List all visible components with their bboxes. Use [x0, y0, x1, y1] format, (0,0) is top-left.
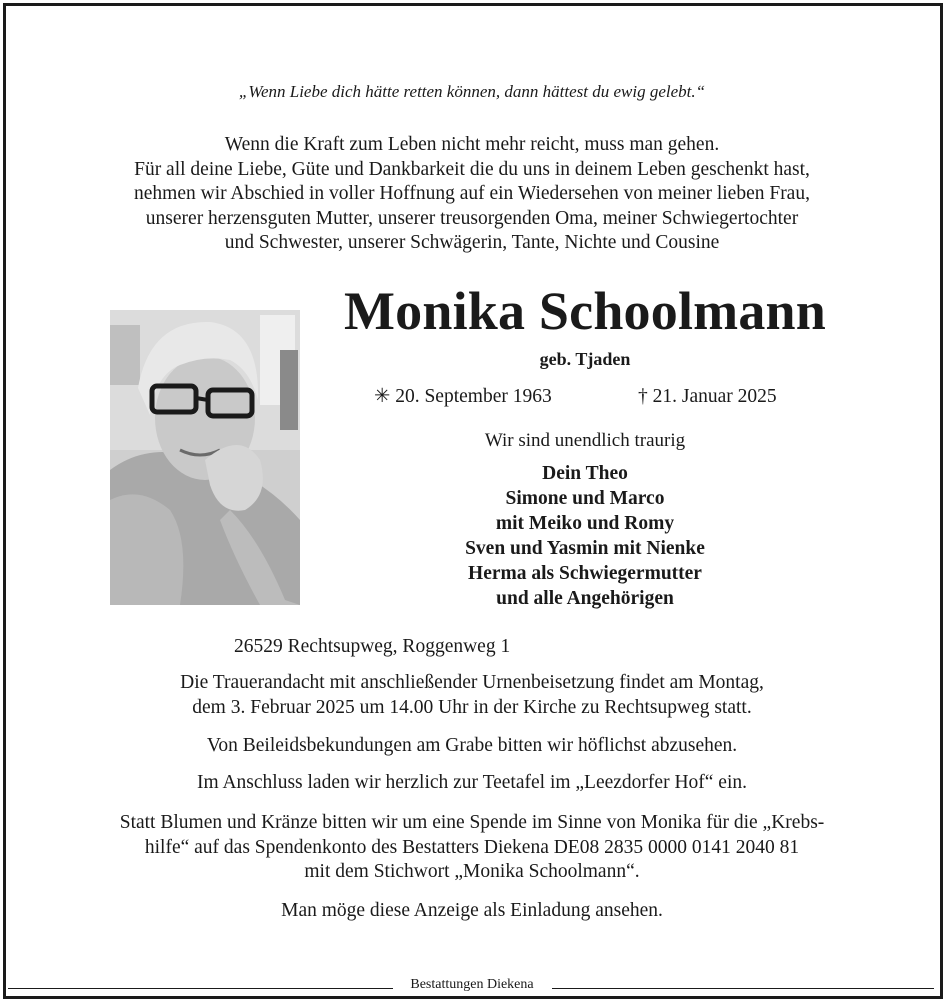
footer	[0, 975, 944, 995]
service-line: Die Trauerandacht mit anschließender Urnenbeisetzung findet am Montag,	[180, 672, 764, 693]
mourner-name: und alle Angehörigen	[496, 588, 674, 609]
mourner-name: mit Meiko und Romy	[495, 513, 675, 534]
mourner-name: Simone und Marco	[505, 488, 665, 509]
donation-notice	[0, 811, 944, 885]
condolence-notice: Von Beileidsbekundungen am Grabe bitten wir höflichst abzusehen.	[206, 735, 738, 756]
mourner-name: Dein Theo	[542, 463, 628, 484]
intro-text	[0, 133, 944, 256]
donation-line: Statt Blumen und Kränze bitten wir um eine Spende im Sinne von Monika für die „Krebs-	[119, 812, 825, 833]
service-notice	[0, 671, 944, 720]
service-line: dem 3. Februar 2025 um 14.00 Uhr in der Kirche zu Rechtsupweg statt.	[192, 696, 752, 718]
intro-line: Wenn die Kraft zum Leben nicht mehr reicht, muss man gehen.	[224, 134, 720, 155]
mourner-name: Herma als Schwiegermutter	[468, 563, 702, 584]
mourners-lead: Wir sind unendlich traurig	[484, 430, 686, 451]
tea-notice: Im Anschluss laden wir herzlich zur Teetafel im „Leezdorfer Hof“ ein.	[197, 772, 747, 793]
birth-date: ✳ 20. September 1963	[374, 386, 552, 407]
intro-line: unserer herzensguten Mutter, unserer treusorgenden Oma, meiner Schwiegertochter	[145, 207, 799, 229]
intro-line: nehmen wir Abschied in voller Hoffnung auf ein Wiedersehen von meiner lieben Frau,	[134, 183, 810, 204]
mourner-name: Sven und Yasmin mit Nienke	[465, 538, 705, 559]
donation-line: mit dem Stichwort „Monika Schoolmann“.	[304, 861, 640, 882]
mourners-list	[330, 461, 840, 611]
family-address: 26529 Rechtsupweg, Roggenweg 1	[234, 636, 511, 657]
portrait-illustration	[110, 310, 300, 605]
death-date: † 21. Januar 2025	[638, 386, 777, 407]
deceased-name: Monika Schoolmann	[343, 281, 827, 341]
invitation-notice: Man möge diese Anzeige als Einladung ansehen.	[281, 900, 663, 921]
intro-line: und Schwester, unserer Schwägerin, Tante, Nichte und Cousine	[224, 232, 720, 253]
donation-line: hilfe“ auf das Spendenkonto des Bestatters Diekena DE08 2835 0000 0141 2040 81	[144, 836, 800, 858]
undertaker-credit: Bestattungen Diekena	[410, 977, 534, 992]
intro-line: Für all deine Liebe, Güte und Dankbarkeit die du uns in deinem Leben geschenkt hast,	[134, 158, 810, 180]
portrait-photo	[110, 310, 300, 605]
motto-quote: „Wenn Liebe dich hätte retten können, dann hättest du ewig gelebt.“	[238, 82, 706, 101]
birth-name: geb. Tjaden	[539, 349, 631, 369]
